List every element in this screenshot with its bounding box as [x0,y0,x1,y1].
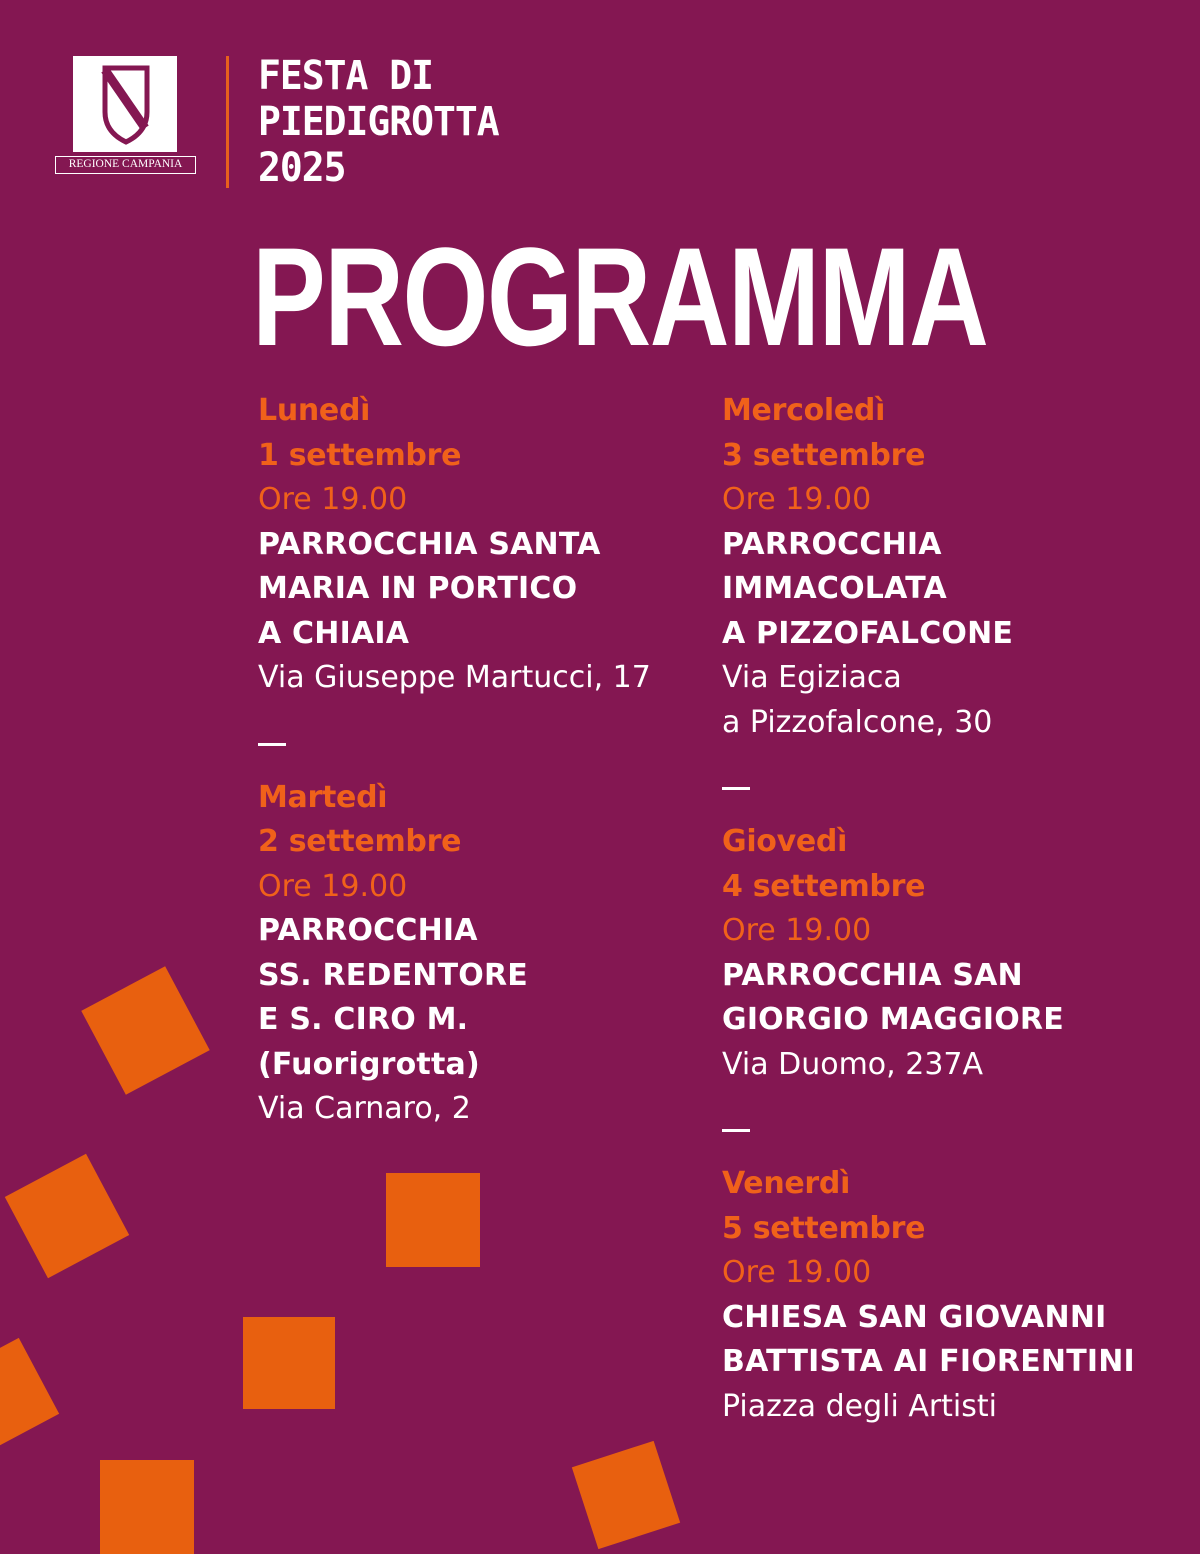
coat-of-arms-icon [73,56,177,152]
event-date: 1 settembre [258,437,462,473]
event-date: 3 settembre [722,437,926,473]
festival-line: FESTA DI [258,52,434,99]
decorative-square [100,1460,194,1554]
regione-campania-logo [55,56,196,176]
festival-name [258,52,499,191]
event-address: Via Carnaro, 2 [258,1091,471,1126]
event-time: Ore 19.00 [722,482,872,517]
festival-line: 2025 [258,144,346,191]
logo-label: REGIONE CAMPANIA [55,156,196,174]
event-item [722,1162,1192,1429]
event-day: Martedì [258,779,388,815]
event-item [258,389,728,701]
event-venue: PARROCCHIA [722,526,942,562]
event-day: Giovedì [722,824,848,859]
event-venue: GIORGIO MAGGIORE [722,1002,1064,1037]
decorative-square [0,1338,59,1454]
decorative-square [5,1154,129,1278]
event-time: Ore 19.00 [258,482,408,517]
event-venue: BATTISTA AI FIORENTINI [722,1344,1135,1379]
event-venue: A CHIAIA [258,615,410,651]
event-separator [258,743,286,746]
event-time: Ore 19.00 [722,913,872,948]
event-day: Mercoledì [722,393,886,428]
event-item [722,820,1192,1087]
header-divider [226,56,229,188]
event-time: Ore 19.00 [722,1255,872,1290]
event-venue: E S. CIRO M. [258,1002,469,1037]
event-date: 4 settembre [722,868,926,904]
event-day: Lunedì [258,393,371,428]
event-item [258,776,728,1132]
event-venue: MARIA IN PORTICO [258,571,578,606]
schedule-column-right [722,389,1192,1429]
festival-line: PIEDIGROTTA [258,98,499,145]
decorative-square [81,966,209,1094]
event-address: Via Egiziaca [722,660,902,695]
event-day: Venerdì [722,1166,851,1201]
event-venue: PARROCCHIA [258,913,478,948]
event-date: 2 settembre [258,824,462,859]
event-time: Ore 19.00 [258,868,408,904]
event-venue: (Fuorigrotta) [258,1046,480,1082]
event-address: a Pizzofalcone, 30 [722,704,993,740]
event-separator [722,1129,750,1132]
decorative-square [386,1173,480,1267]
event-separator [722,787,750,790]
event-venue: CHIESA SAN GIOVANNI [722,1299,1107,1335]
schedule-column-left [258,389,728,1132]
decorative-square [572,1441,680,1549]
event-venue: PARROCCHIA SANTA [258,526,601,562]
decorative-square [243,1317,335,1409]
event-venue: PARROCCHIA SAN [722,957,1023,993]
event-date: 5 settembre [722,1210,926,1246]
event-venue: SS. REDENTORE [258,957,528,993]
event-venue: A PIZZOFALCONE [722,615,1014,651]
event-address: Via Duomo, 237A [722,1046,984,1082]
event-venue: IMMACOLATA [722,571,947,606]
event-address: Piazza degli Artisti [722,1388,997,1424]
page-title: PROGRAMMA [252,218,988,375]
event-item [722,389,1192,745]
event-address: Via Giuseppe Martucci, 17 [258,660,651,695]
